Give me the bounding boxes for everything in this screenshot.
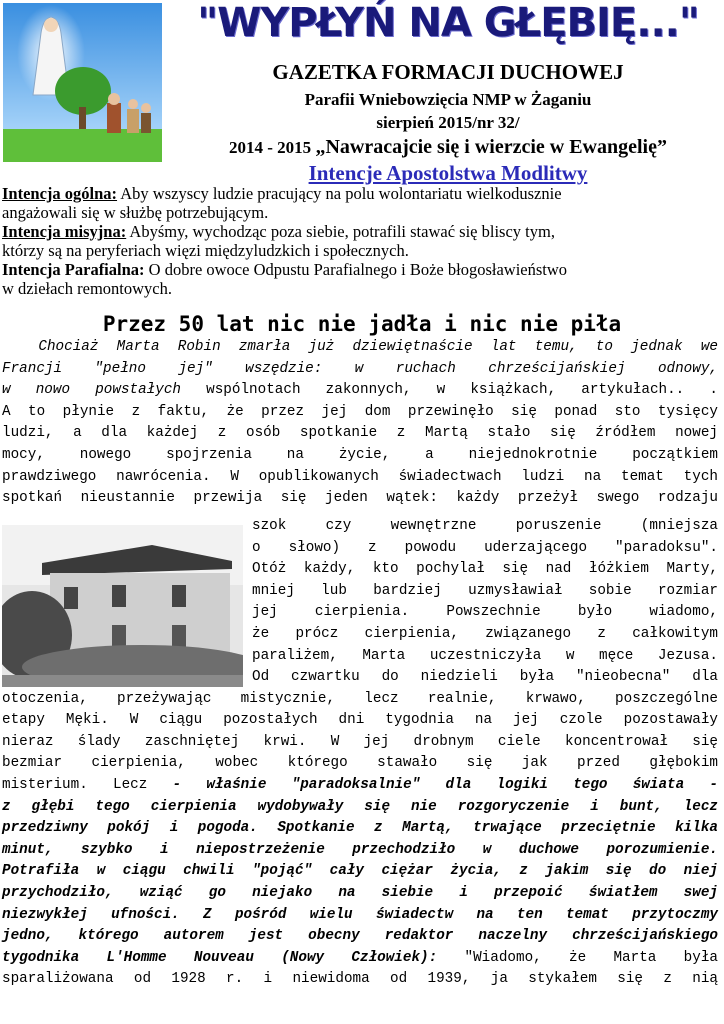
newsletter-title: "WYPŁYŃ NA GŁĘBIĘ..." [197,0,699,46]
article-line: mniej lub bardziej uzmysławiał sobie rozmiar [252,582,718,599]
section-heading: Intencje Apostolstwa Modlitwy [308,161,588,185]
intention-text: O dobre owoce Odpustu Parafialnego i Boże błogosławieństwo [148,260,568,279]
article-line: prawdziwego nawrócenia. W opublikowanych świadectwach ludzi na temat tych [2,468,718,485]
intention-general [2,184,720,222]
prayer-intentions [2,184,720,298]
article-paragraph-top [2,337,718,510]
article-line-start: misterium. Lecz [2,776,148,793]
intention-parish [2,260,720,298]
article-line: Chociaż Marta Robin zmarła już dziewiętnaście lat temu, to jednak we [2,339,718,355]
article-line-emphasis: jedno, którego autorem jest obecny redaktor naczelny chrześcijańskiego [2,928,718,945]
article-line: mocy, nowego spojrzenia na życie, a niejednokrotnie początkiem [2,446,718,463]
article-title: Przez 50 lat nic nie jadła i nic nie piła [102,312,622,336]
newsletter-subtitle: GAZETKA FORMACJI DUCHOWEJ [272,60,624,84]
year-motto [172,136,724,159]
article-line-rest: "Wiadomo, że Marta była [437,949,718,966]
article-line: nieraz ślady zaschniętej krwi. W jej drobnym ciele koncentrował się [2,733,718,750]
article-line [2,775,718,797]
article-line-emphasis: minut, szybko i niepostrzeżenie przechodziło w duchowe porozumienie. [2,841,718,858]
article-line: paraliżem, Marta uczestniczyła w męce Jezusa. [252,647,718,664]
year-range: 2014 - 2015 [229,138,312,157]
article-line: bezmiar cierpienia, wobec którego stawało się jak przed głębokim [2,755,718,772]
intention-label: Intencja Parafialna: [2,260,145,279]
article-line: A to płynie z faktu, że przez jej dom przewinęło się ponad sto tysięcy [2,403,718,420]
intention-text: Abyśmy, wychodząc poza siebie, potrafili stawać się bliscy tym, [129,222,555,241]
parish-name: Parafii Wniebowzięcia NMP w Żaganiu [304,90,592,109]
header-illustration [3,3,162,162]
article-line: o słowo) z powodu uderzającego "paradoksu". [252,539,718,556]
article-line-emphasis: z głębi tego cierpienia wydobywały się nie rozgoryczenie i bunt, lecz [2,798,718,815]
article-line: że prócz cierpienia, związanego z całkowitym [252,625,718,642]
intention-text: w dziełach remontowych. [2,279,172,298]
article-line-emphasis: Potrafiła w ciągu chwili "pojąć" cały ciężar życia, z jakim się do niej [2,863,718,880]
article-line: otoczenia, przeżywając mistycznie, lecz realnie, krwawo, poszczególne [2,690,718,707]
article-paragraph-bottom [2,667,718,991]
article-line-rest: wspólnotach zakonnych, w książkach, artykułach.. . [181,382,718,399]
article-line-emphasis: przychodziło, wziąć go niejako na siebie i przepoić światłem swej [2,884,718,901]
intention-label: Intencja misyjna: [2,222,127,241]
article-line: Otóż każdy, kto pochylał się nad łóżkiem Marty, [252,561,718,578]
article-line-emphasis: tygodnika L'Homme Nouveau (Nowy Człowiek): [2,949,438,966]
article-line: sparaliżowana od 1928 r. i niewidoma od 1939, ja stykałem się z nią [2,971,718,988]
article-line-emphasis: niezwykłej ufności. Z pośród wielu świadectw na ten temat przytoczmy [2,906,718,923]
article-line: etapy Męki. W ciągu pozostałych dni tygodnia na jej czole pozostawały [2,712,718,729]
article-line: Od czwartku do niedzieli była "nieobecna" dla [252,669,718,685]
house-photo [2,525,243,687]
motto-text: „Nawracajcie się i wierzcie w Ewangelię” [315,136,667,158]
article-line-emphasis: - właśnie "paradoksalnie" dla logiki tego świata - [147,776,718,793]
intention-text: Aby wszyscy ludzie pracujący na polu wolontariatu wielkodusznie [120,184,562,203]
article-paragraph-wrap [252,516,718,667]
article-line: ludzi, a dla każdej z osób spotkanie z Martą stało się źródłem nowej [2,425,718,442]
article-line: jej cierpienia. Powszechnie było wiadomo, [252,604,718,621]
article-line [2,948,718,970]
article-line-emphasis: przedziwny pokój i pogoda. Spotkanie z Martą, trwające przeciętnie kilka [2,820,718,837]
article-line: szok czy wewnętrzne poruszenie (mniejsza [252,518,718,534]
intention-label: Intencja ogólna: [2,184,118,203]
intention-text: angażowali się w służbę potrzebującym. [2,203,269,222]
article-line: spotkań nieustannie przewija się jeden wątek: każdy przeżył swego rodzaju [2,490,718,507]
article-line-italic: w nowo powstałych [2,382,181,399]
issue-date: sierpień 2015/nr 32/ [376,113,520,132]
intention-mission [2,222,720,260]
intention-text: którzy są na peryferiach więzi międzyludzkich i społecznych. [2,241,409,260]
article-line: Francji "pełno jej" wszędzie: w ruchach chrześcijańskiej odnowy, [2,360,718,377]
article-line [2,380,718,402]
